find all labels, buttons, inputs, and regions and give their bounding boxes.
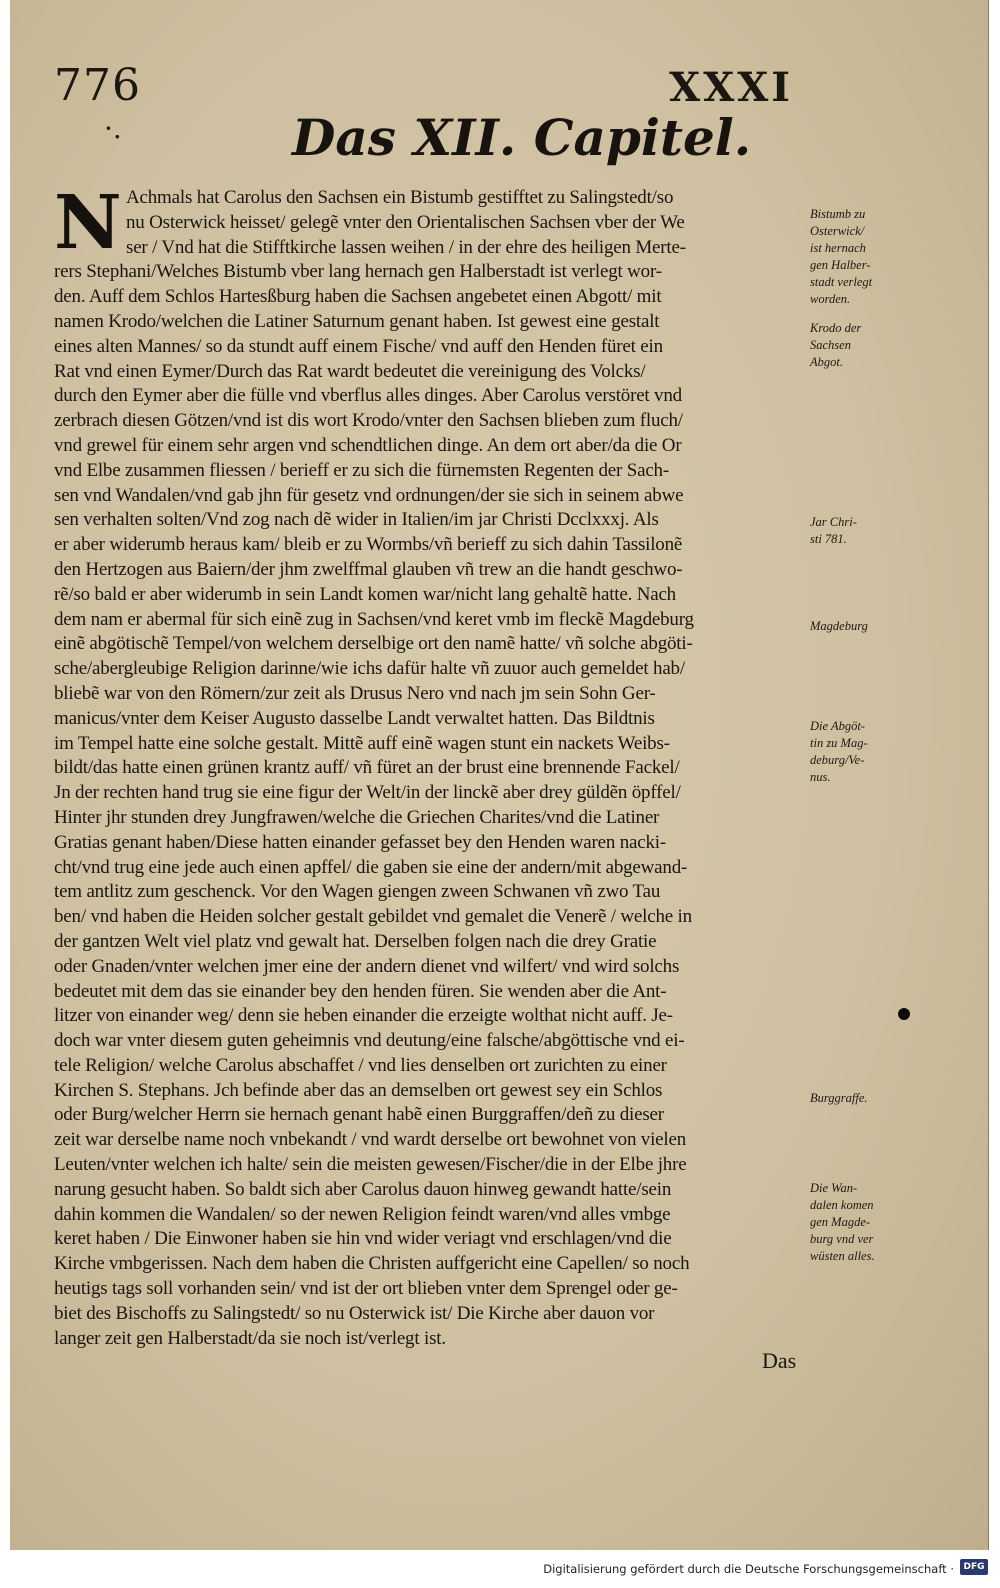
margin-note-line: Die Wan-	[810, 1181, 858, 1195]
margin-note-line: Osterwick/	[810, 224, 865, 238]
margin-note-line: stadt verlegt	[810, 275, 873, 289]
text-line: keret haben / Die Einwoner haben sie hin vnd wider veriagt vnd erschlagen/vnd die	[54, 1228, 672, 1250]
margin-note-line: Jar Chri-	[810, 515, 857, 529]
dfg-logo: DFG	[960, 1559, 988, 1575]
margin-bullet	[898, 1008, 910, 1020]
text-line: bedeutet mit dem das sie einander bey den henden füren. Sie wenden aber die Ant-	[54, 980, 667, 1002]
text-line: doch war vnter diesem guten geheimnis vnd deutung/eine falsche/abgöttische vnd ei-	[54, 1030, 685, 1052]
text-line: ser / Vnd hat die Stifftkirche lassen weihen / in der ehre des heiligen Merte-	[126, 236, 686, 258]
margin-note-line: wüsten alles.	[810, 1249, 875, 1263]
margin-note-line: Krodo der	[810, 321, 862, 335]
text-line: Rat vnd einen Eymer/Durch das Rat wardt bedeutet die vereinigung des Volcks/	[54, 360, 646, 382]
text-line: den. Auff dem Schlos Hartesßburg haben die Sachsen angebetet einen Abgott/ mit	[54, 286, 662, 308]
quire-signature: XXXI	[669, 64, 793, 111]
margin-note-jar-christi	[810, 514, 898, 548]
text-line: den Hertzogen aus Baiern/der jhm zwelffmal glauben vñ trew an die handt geschwo-	[54, 558, 683, 580]
margin-note-line: gen Magde-	[810, 1215, 871, 1229]
margin-note-line: deburg/Ve-	[810, 753, 865, 767]
text-line: cht/vnd trug eine jede auch einen apffel/ die gaben sie eine der andern/mit abgewand-	[54, 856, 688, 878]
text-line: ben/ vnd haben die Heiden solcher gestalt gebildet vnd gemalet die Venerẽ / welche in	[54, 906, 692, 928]
text-line: narung gesucht haben. So baldt sich aber Carolus dauon hinweg gewandt hatte/sein	[54, 1178, 672, 1200]
catchword: Das	[762, 1348, 797, 1373]
margin-note-line: worden.	[810, 292, 851, 306]
text-line: nu Osterwick heisset/ gelegẽ vnter den Orientalischen Sachsen vber der We	[126, 211, 685, 233]
text-line: oder Burg/welcher Herrn sie hernach genant habẽ einen Burggraffen/deñ zu dieser	[54, 1104, 664, 1126]
margin-note-line: Bistumb zu	[810, 207, 866, 221]
margin-note-magdeburg	[810, 618, 898, 635]
text-line: litzer von einander weg/ denn sie heben einander die erzeigte wolthat nicht auff. Je-	[54, 1005, 673, 1027]
text-line: rers Stephani/Welches Bistumb vber lang hernach gen Halberstadt ist verlegt wor-	[54, 261, 662, 283]
text-line: rẽ/so bald er aber widerumb in sein Landt komen war/nicht lang gehaltẽ hatte. Nach	[54, 583, 676, 605]
text-line: Kirchen S. Stephans. Jch befinde aber das an demselben ort gewest sey ein Schlos	[54, 1079, 663, 1101]
margin-note-line: nus.	[810, 770, 831, 784]
text-line: er aber widerumb heraus kam/ bleib er zu Wormbs/vñ berieff zu sich dahin Tassilonẽ	[54, 534, 683, 556]
text-line: dem nam er abermal für sich einẽ zug in Sachsen/vnd keret vmb im fleckẽ Magdeburg	[54, 608, 694, 630]
text-line: Achmals hat Carolus den Sachsen ein Bistumb gestifftet zu Salingstedt/so	[126, 187, 674, 208]
margin-note-line: tin zu Mag-	[810, 736, 868, 750]
text-line: oder Gnaden/vnter welchen jmer eine der andern dienet vnd wilfert/ vnd wird solchs	[54, 955, 680, 977]
margin-note-line: Burggraffe.	[810, 1091, 868, 1105]
text-line: Jn der rechten hand trug sie eine figur der Welt/in der linckẽ aber drey güldẽn öpffel/	[54, 782, 681, 804]
text-line: zerbrach diesen Götzen/vnd ist dis wort Krodo/vnter den Sachsen blieben zum fluch/	[54, 410, 683, 432]
margin-note-abgoettin	[810, 718, 898, 786]
margin-note-line: Die Abgöt-	[810, 719, 865, 733]
printer-mark: ·.	[104, 112, 122, 145]
text-line: einẽ abgötischẽ Tempel/von welchem derselbige ort den namẽ hatte/ vñ solche abgöti-	[54, 633, 693, 655]
text-line: tem antlitz zum geschenck. Vor den Wagen giengen zween Schwanen vñ zwo Tau	[54, 881, 661, 903]
text-line: namen Krodo/welchen die Latiner Saturnum genant haben. Ist gewest eine gestalt	[54, 310, 660, 332]
text-line: Gratias genant haben/Diese hatten einander gefasset bey den Henden waren nacki-	[54, 831, 666, 853]
page-number: 776	[54, 60, 141, 111]
text-line: heutigs tags soll vorhanden sein/ vnd ist der ort blieben vnter dem Sprengel oder ge-	[54, 1278, 678, 1300]
text-line: bildt/das hatte einen grünen krantz auff/ vñ füret an der brust eine brennende Fackel/	[54, 757, 680, 779]
text-line: langer zeit gen Halberstadt/da sie noch ist/verlegt ist.	[54, 1327, 446, 1349]
margin-note-line: Sachsen	[810, 338, 851, 352]
margin-note-line: dalen komen	[810, 1198, 874, 1212]
margin-note-bistumb	[810, 206, 898, 308]
body-text	[54, 180, 802, 1351]
margin-note-line: Abgot.	[810, 355, 843, 369]
text-line: eines alten Mannes/ so da stundt auff einem Fische/ vnd auff den Henden füret ein	[54, 335, 663, 357]
funding-credit: Digitalisierung gefördert durch die Deutsche Forschungsgemeinschaft ·	[543, 1562, 954, 1576]
margin-note-wandalen	[810, 1180, 898, 1265]
text-line: tele Religion/ welche Carolus abschaffet / vnd lies denselben ort zurichten zu einer	[54, 1054, 667, 1076]
text-line: vnd Elbe zusammen fliessen / berieff er zu sich die fürnemsten Regenten der Sach-	[54, 459, 669, 481]
text-line: durch den Eymer aber die fülle vnd vberflus alles dinges. Aber Carolus verstöret vnd	[54, 385, 682, 407]
text-line: im Tempel hatte eine solche gestalt. Mittẽ auff einẽ wagen stunt ein nackets Weibs-	[54, 732, 670, 754]
chapter-title: Das XII. Capitel.	[292, 108, 752, 167]
margin-note-line: Magdeburg	[810, 619, 868, 633]
scanned-page	[10, 0, 989, 1550]
text-line: bliebẽ war von den Römern/zur zeit als Drusus Nero vnd nach jm sein Sohn Ger-	[54, 682, 656, 704]
footer-bar	[0, 1550, 1000, 1588]
text-line: Hinter jhr stunden drey Jungfrawen/welche die Griechen Charites/vnd die Latiner	[54, 806, 660, 828]
text-line: sen verhalten solten/Vnd zog nach dẽ wider in Italien/im jar Christi Dcclxxxj. Als	[54, 509, 659, 531]
text-lines	[54, 180, 802, 1351]
text-line: sche/abergleubige Religion darinne/wie ichs dafür halte vñ zuuor auch gemeldet hab/	[54, 658, 685, 680]
drop-cap: N	[54, 180, 122, 266]
margin-note-line: burg vnd ver	[810, 1232, 874, 1246]
margin-note-line: sti 781.	[810, 532, 847, 546]
text-line: manicus/vnter dem Keiser Augusto dasselbe Landt verwaltet hatten. Das Bildtnis	[54, 707, 655, 729]
margin-note-burggraffe	[810, 1090, 898, 1107]
text-line: dahin kommen die Wandalen/ so der newen Religion feindt waren/vnd alles vmbge	[54, 1203, 671, 1225]
text-line: Kirche vmbgerissen. Nach dem haben die Christen auffgericht eine Capellen/ so noch	[54, 1253, 690, 1275]
margin-note-line: ist hernach	[810, 241, 866, 255]
margin-note-krodo	[810, 320, 898, 371]
text-line: zeit war derselbe name noch vnbekandt / vnd wardt derselbe ort bewohnet von vielen	[54, 1129, 687, 1151]
text-line: vnd grewel für einem sehr argen vnd schendtlichen dinge. An dem ort aber/da die Or	[54, 434, 682, 456]
text-line: sen vnd Wandalen/vnd gab jhn für gesetz vnd ordnungen/der sie sich in seinem abwe	[54, 484, 684, 506]
text-line: Leuten/vnter welchen ich halte/ sein die meisten gewesen/Fischer/die in der Elbe jhre	[54, 1154, 687, 1176]
text-line: der gantzen Welt viel platz vnd gewalt hat. Derselben folgen nach die drey Gratie	[54, 930, 657, 952]
text-line: biet des Bischoffs zu Salingstedt/ so nu Osterwick ist/ Die Kirche aber dauon vor	[54, 1302, 655, 1324]
margin-note-line: gen Halber-	[810, 258, 871, 272]
